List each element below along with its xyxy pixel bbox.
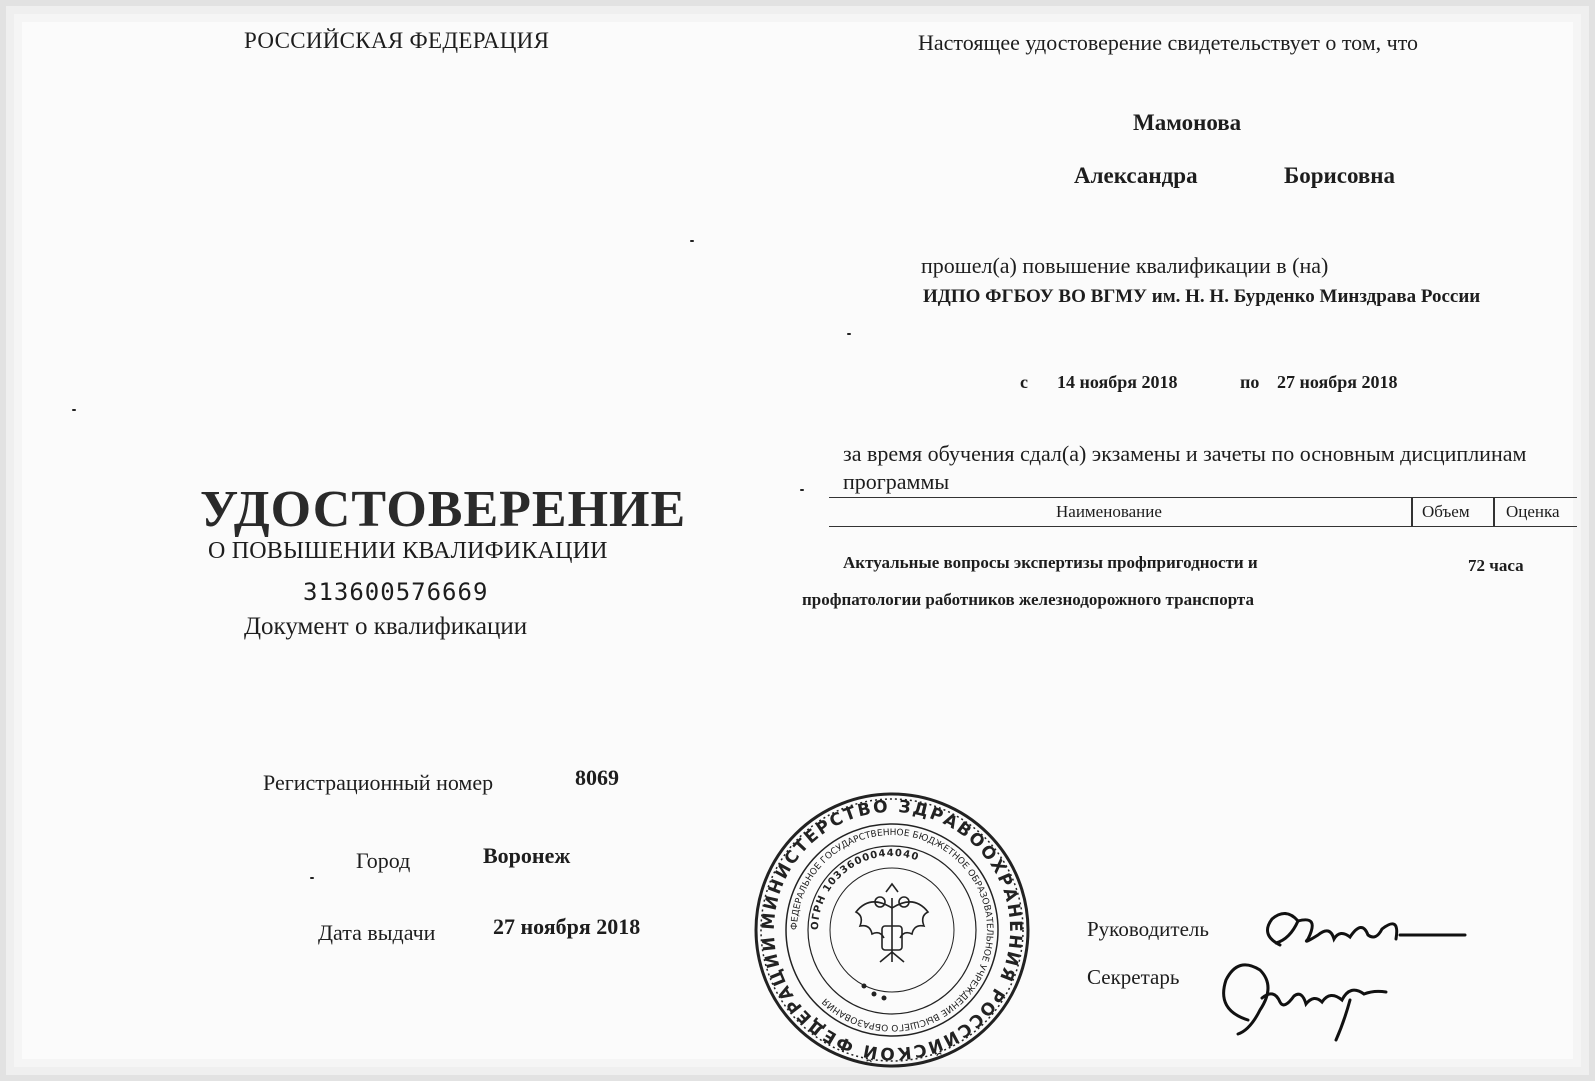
director-signature [1250, 905, 1470, 955]
secretary-label: Секретарь [1087, 965, 1180, 989]
scan-speck [847, 333, 851, 335]
holder-first-name: Александра [1074, 163, 1198, 188]
passed-training-text: прошел(а) повышение квалификации в (на) [921, 253, 1329, 278]
period-from-date: 14 ноября 2018 [1057, 372, 1178, 392]
coat-of-arms-icon [856, 884, 928, 962]
svg-text:ОГРН 1033600044040: ОГРН 1033600044040 [809, 847, 921, 931]
scan-speck [72, 409, 76, 411]
holder-surname: Мамонова [1133, 110, 1242, 135]
scan-speck [800, 489, 804, 491]
scan-speck [690, 240, 694, 242]
exams-statement: за время обучения сдал(а) экзамены и зачеты по основным дисциплинам программы [843, 441, 1527, 494]
director-label: Руководитель [1087, 917, 1209, 941]
city-label: Город [356, 848, 411, 873]
document-number: 313600576669 [303, 578, 489, 606]
svg-text:МИНИСТЕРСТВО ЗДРАВООХРАНЕНИЯ Р: МИНИСТЕРСТВО ЗДРАВООХРАНЕНИЯ РОССИЙСКОЙ ФЕДЕРАЦИИ [758, 796, 1026, 1064]
column-divider [1493, 498, 1495, 526]
column-header-volume: Объем [1422, 502, 1470, 521]
registration-number-value: 8069 [575, 765, 619, 790]
official-seal [752, 790, 1032, 1070]
secretary-signature [1210, 950, 1400, 1045]
issue-date-label: Дата выдачи [318, 920, 436, 945]
institution-name: ИДПО ФГБОУ ВО ВГМУ им. Н. Н. Бурденко Минздрава России [923, 286, 1481, 307]
period-from-label: с [1020, 372, 1028, 392]
document-subtitle: О ПОВЫШЕНИИ КВАЛИФИКАЦИИ [208, 538, 608, 564]
discipline-name-line-2: профпатологии работников железнодорожного транспорта [802, 590, 1254, 609]
discipline-name-line-1: Актуальные вопросы экспертизы профпригодности и [843, 553, 1258, 572]
document-type: Документ о квалификации [244, 613, 528, 640]
certificate-intro: Настоящее удостоверение свидетельствует о том, что [918, 30, 1419, 55]
left-decorative-border [0, 0, 30, 1081]
registration-number-label: Регистрационный номер [263, 770, 494, 795]
issue-date-value: 27 ноября 2018 [493, 914, 641, 939]
right-decorative-border [1565, 0, 1595, 1081]
holder-patronymic: Борисовна [1284, 163, 1396, 188]
period-to-date: 27 ноября 2018 [1277, 372, 1398, 392]
scan-speck [310, 877, 314, 879]
column-divider [1411, 498, 1413, 526]
svg-text:ФЕДЕРАЛЬНОЕ ГОСУДАРСТВЕННОЕ БЮ: ФЕДЕРАЛЬНОЕ ГОСУДАРСТВЕННОЕ БЮДЖЕТНОЕ ОБРАЗОВАТЕЛЬНОЕ УЧРЕЖДЕНИЕ ВЫСШЕГО ОБРАЗОВАНИЯ [789, 827, 995, 1033]
city-value: Воронеж [483, 843, 571, 868]
column-header-grade: Оценка [1506, 502, 1560, 521]
country-name: РОССИЙСКАЯ ФЕДЕРАЦИЯ [244, 28, 550, 53]
disciplines-table-header [829, 497, 1577, 527]
period-to-label: по [1240, 372, 1260, 392]
document-title: УДОСТОВЕРЕНИЕ [200, 481, 687, 538]
column-header-name: Наименование [1056, 502, 1162, 521]
discipline-volume: 72 часа [1468, 556, 1524, 575]
